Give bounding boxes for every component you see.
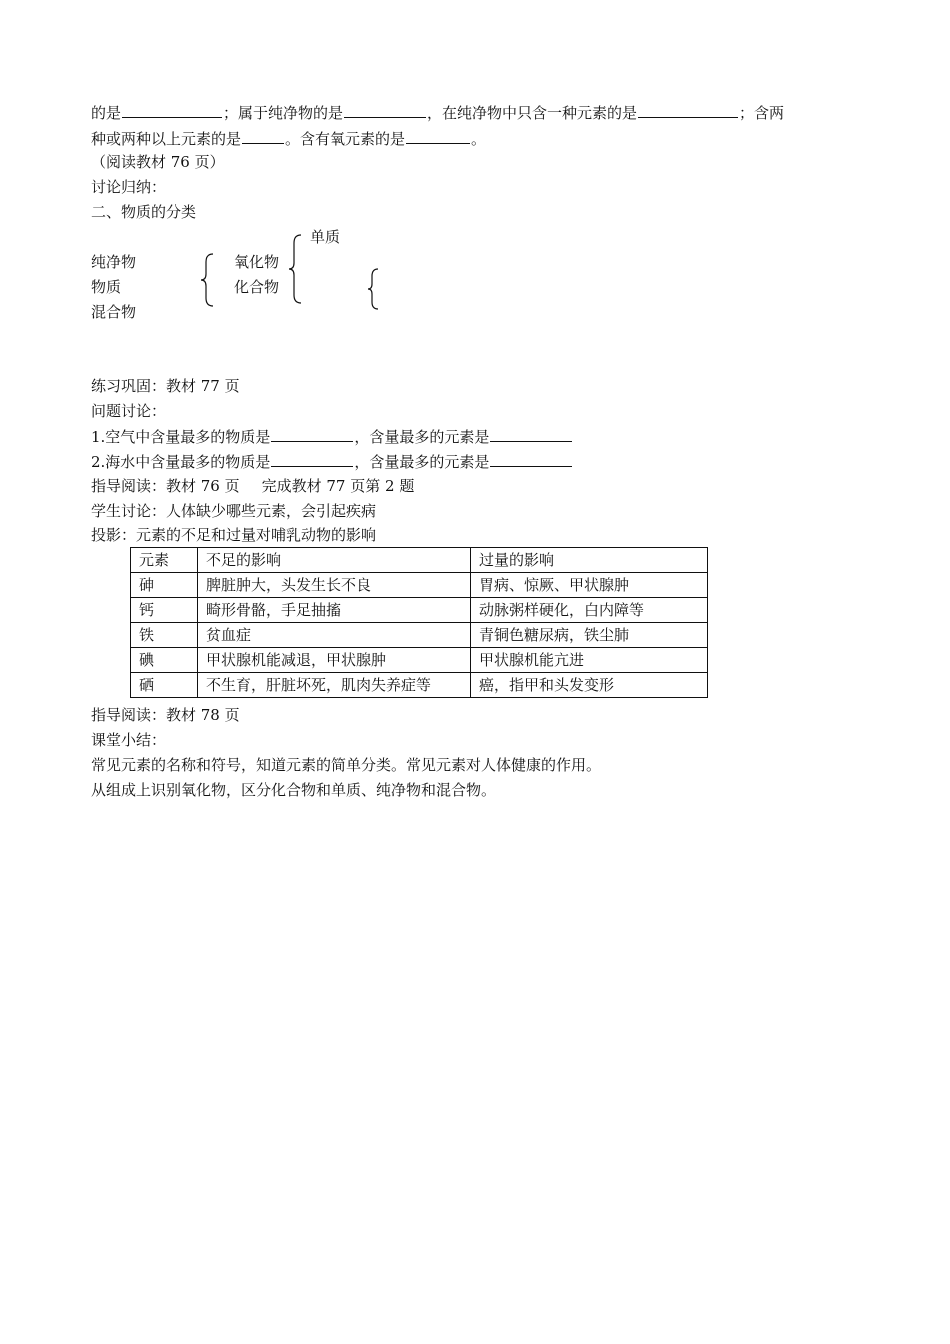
classification-heading: 二、物质的分类 [91,203,197,221]
answer-blank[interactable] [406,128,470,144]
summary-point-2: 从组成上识别氧化物，区分化合物和单质、纯净物和混合物。 [91,781,497,799]
table-cell: 砷 [131,573,198,598]
question-2 [91,451,573,472]
answer-blank[interactable] [344,102,426,118]
element-substance-label: 单质 [310,228,341,246]
intro-text: ；属于纯净物的是 [223,104,344,122]
table-cell: 铁 [131,623,198,648]
answer-blank[interactable] [122,102,222,118]
question-text: 1.空气中含量最多的物质是 [91,428,271,446]
compound-brace-icon [288,233,304,305]
answer-blank[interactable] [271,426,353,442]
question-text: ，含量最多的元素是 [354,453,490,471]
intro-text: 种或两种以上元素的是 [91,130,242,148]
table-row [131,598,708,623]
intro-line-1 [91,102,784,123]
discussion-summary-label: 讨论归纳： [91,178,167,196]
table-row [131,623,708,648]
consolidation-line: 练习巩固：教材 77 页 [91,377,240,395]
table-header: 不足的影响 [198,548,471,573]
answer-blank[interactable] [242,128,284,144]
intro-text: 。 [471,130,487,148]
table-row [131,673,708,698]
table-cell: 碘 [131,648,198,673]
matter-label: 物质 [91,278,122,296]
table-cell: 胃病、惊厥、甲状腺肿 [471,573,708,598]
guided-reading-78: 指导阅读：教材 78 页 [91,706,240,724]
table-cell: 贫血症 [198,623,471,648]
task-text: 完成教材 77 页第 2 题 [261,477,415,495]
class-summary-label: 课堂小结： [91,731,167,749]
table-header: 过量的影响 [471,548,708,573]
table-cell: 甲状腺机能亢进 [471,648,708,673]
compound-label: 化合物 [234,278,280,296]
guided-reading-text: 指导阅读：教材 76 页 [91,477,240,495]
reading-note: （阅读教材 76 页） [91,153,225,171]
table-cell: 脾脏肿大，头发生长不良 [198,573,471,598]
answer-blank[interactable] [638,102,738,118]
projection-caption: 投影：元素的不足和过量对哺乳动物的影响 [91,526,377,544]
table-row [131,573,708,598]
guided-reading-line [91,476,414,496]
table-row [131,648,708,673]
answer-blank[interactable] [490,451,572,467]
element-effects-table [130,547,708,698]
problem-discussion-label: 问题讨论： [91,402,167,420]
question-text: ，含量最多的元素是 [354,428,490,446]
table-cell: 不生育，肝脏坏死，肌肉失养症等 [198,673,471,698]
intro-text: ，在纯净物中只含一种元素的是 [427,104,638,122]
mixture-label: 混合物 [91,303,137,321]
question-1 [91,426,573,447]
oxide-label: 氧化物 [234,253,280,271]
intro-line-2 [91,128,486,149]
table-header: 元素 [131,548,198,573]
left-brace-icon [200,252,216,308]
table-cell: 硒 [131,673,198,698]
table-cell: 甲状腺机能减退，甲状腺肿 [198,648,471,673]
table-header-row [131,548,708,573]
question-text: 2.海水中含量最多的物质是 [91,453,271,471]
table-cell: 钙 [131,598,198,623]
table-cell: 动脉粥样硬化，白内障等 [471,598,708,623]
pure-substance-label: 纯净物 [91,253,137,271]
summary-point-1: 常见元素的名称和符号，知道元素的简单分类。常见元素对人体健康的作用。 [91,756,602,774]
table-cell: 青铜色糖尿病，铁尘肺 [471,623,708,648]
small-brace-icon [367,268,381,310]
answer-blank[interactable] [271,451,353,467]
table-cell: 畸形骨骼，手足抽搐 [198,598,471,623]
intro-text: 。含有氧元素的是 [285,130,406,148]
intro-text: 的是 [91,104,122,122]
intro-text: ；含两 [739,104,785,122]
answer-blank[interactable] [490,426,572,442]
student-discussion: 学生讨论：人体缺少哪些元素，会引起疾病 [91,502,377,520]
table-cell: 癌，指甲和头发变形 [471,673,708,698]
